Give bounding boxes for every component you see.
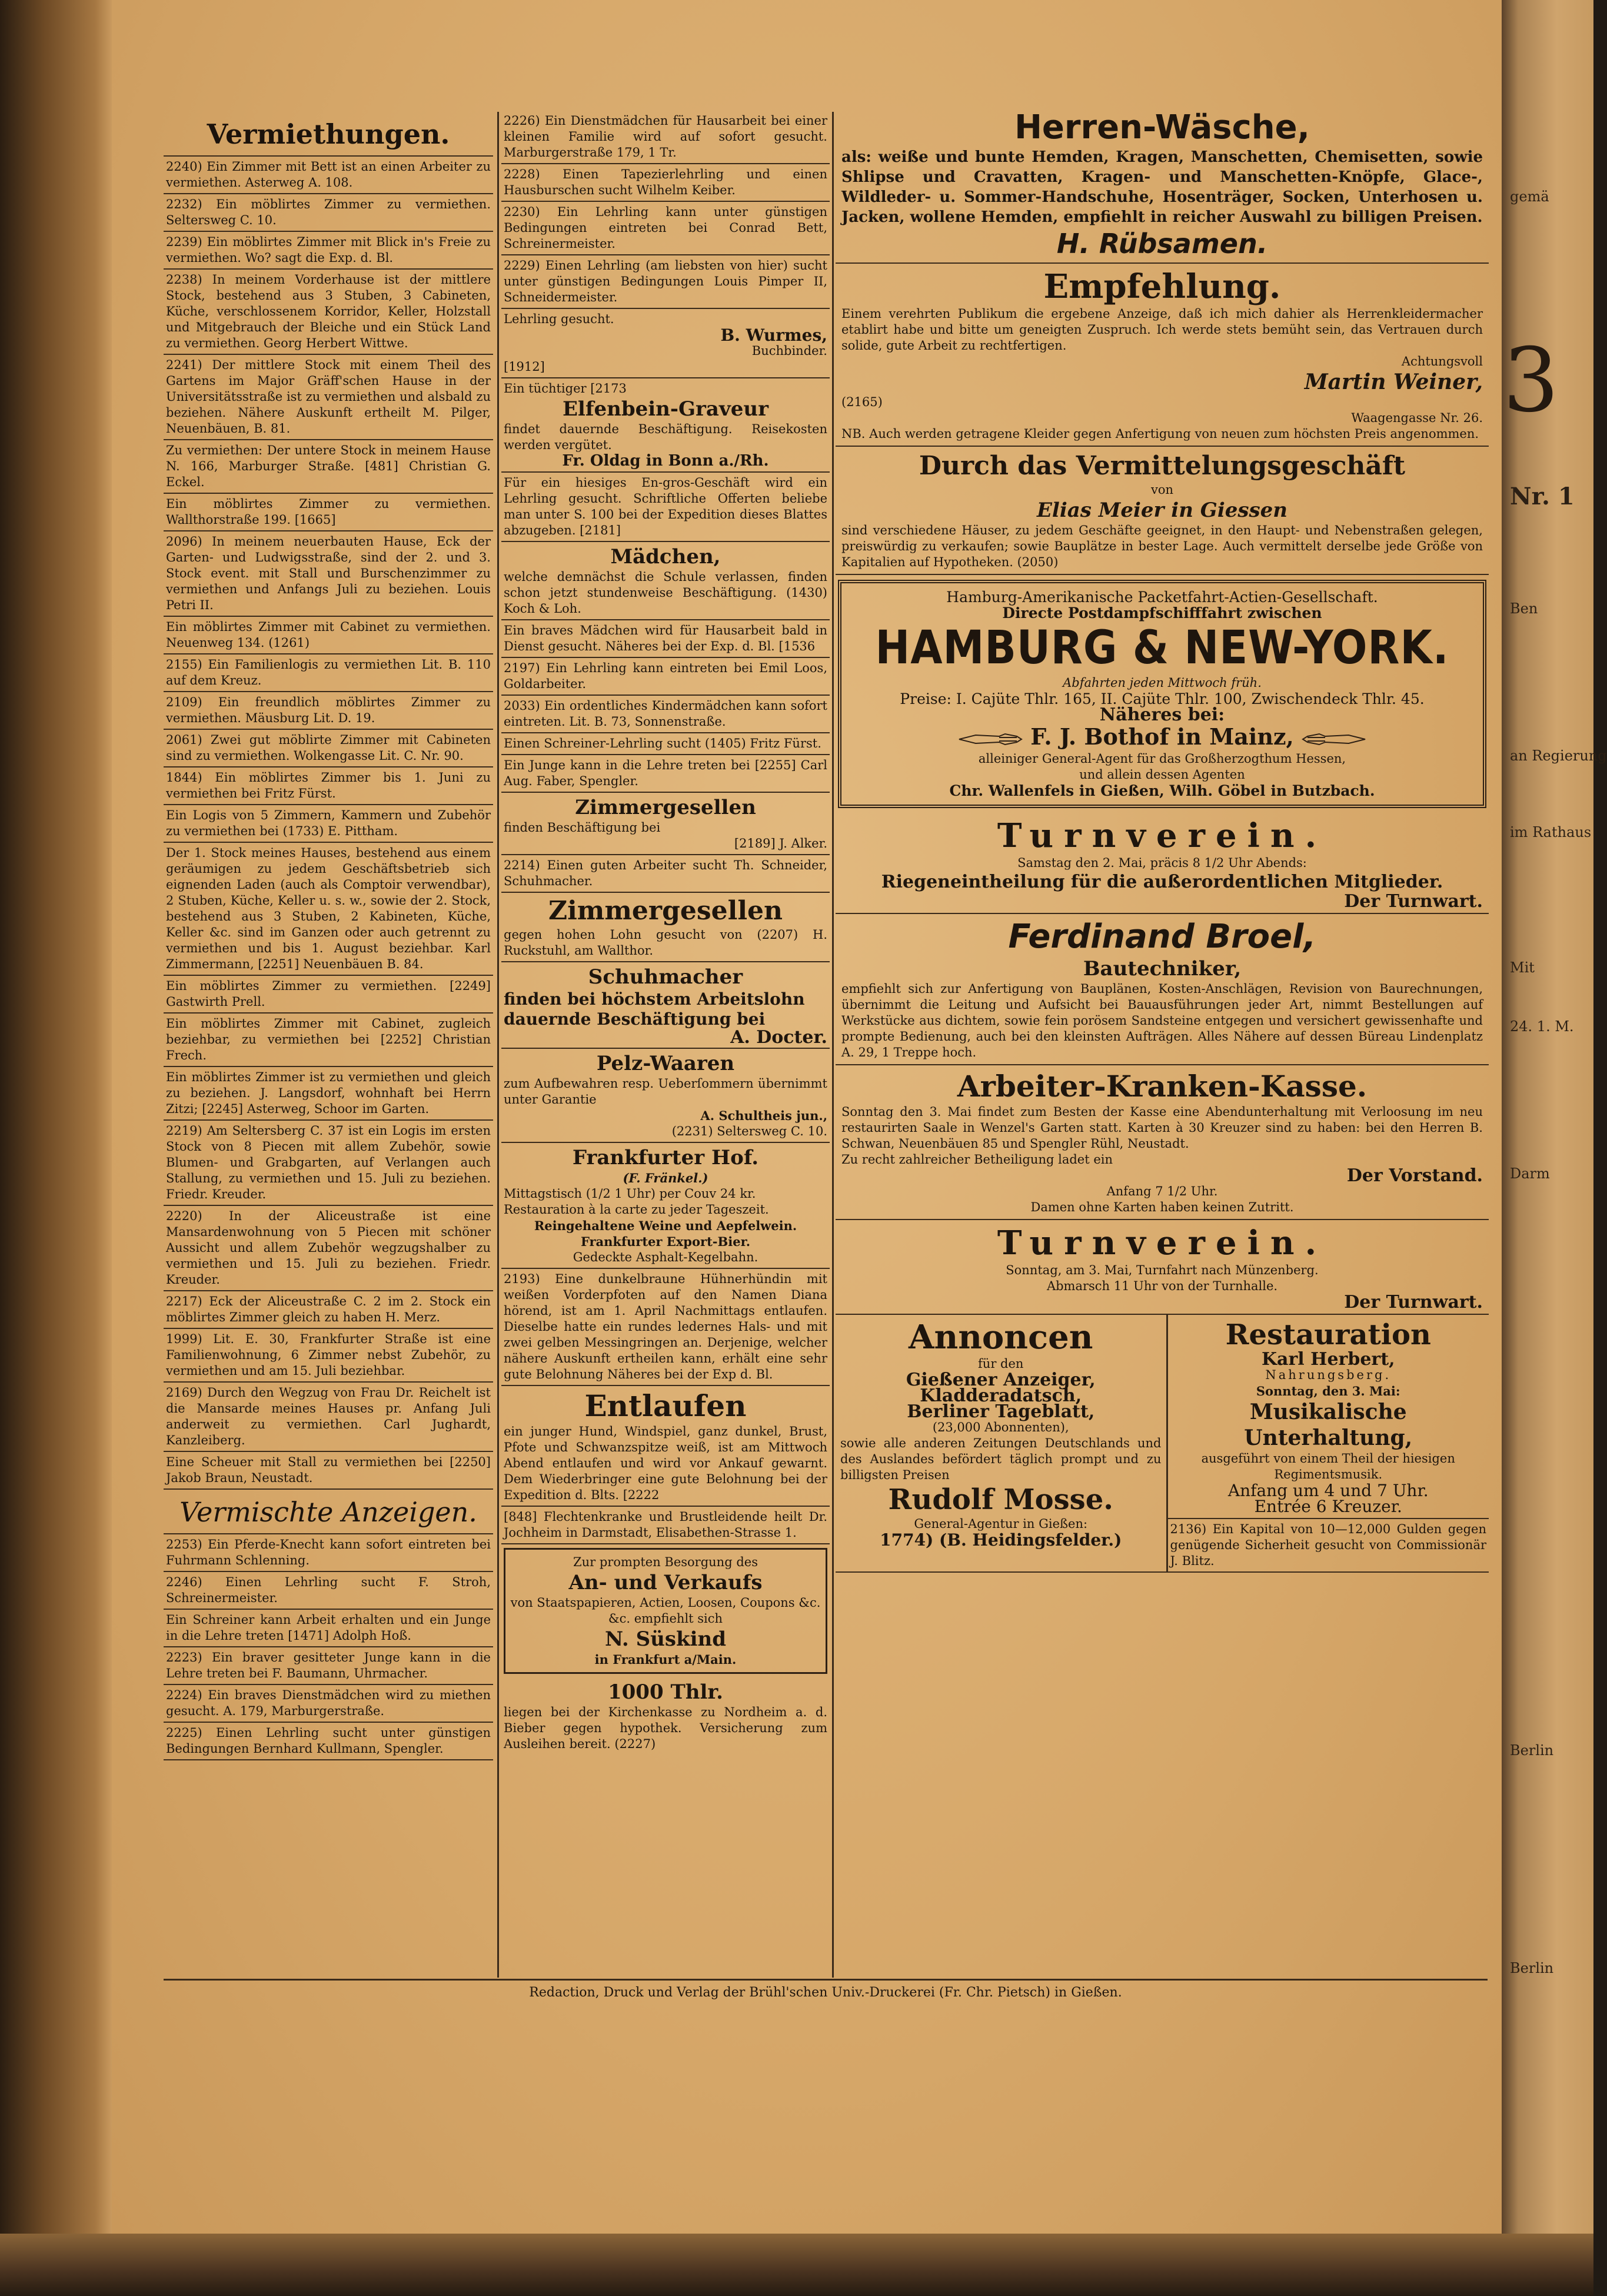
ad-text: für den [978,1357,1024,1371]
ad-text: Zur prompten Besorgung des [573,1555,758,1569]
ad-text: Sonntag, am 3. Mai, Turnfahrt nach Münzenberg. [1006,1263,1319,1277]
turnverein-ad [836,813,1489,914]
classified-ad: Für ein hiesiges En-gros-Geschäft wird ein Lehrling gesucht. Schriftliche Offerten beliebe man unter S. 100 bei der Expedition dieses Blattes abzugeben. [2181] [501,473,830,542]
zimmergesellen-ad [501,793,830,855]
ad-local-agents: Chr. Wallenfels in Gießen, Wilh. Göbel in Butzbach. [949,782,1375,799]
classified-ad: Ein möblirtes Zimmer mit Cabinet, zugleich beziehbar, zu vermiethen bei [2252] Christian Frech. [164,1014,493,1067]
classified-ad: Zu vermiethen: Der untere Stock in meinem Hause N. 166, Marburger Straße. [481] Christian G. Eckel. [164,440,493,494]
ad-greeting: Achtungsvoll [1401,354,1483,368]
ad-number: (2165) [841,395,883,409]
frankfurter-hof-ad [501,1143,830,1269]
broel-ad [836,914,1489,1065]
ad-note: NB. Auch werden getragene Kleider gegen Anfertigung von neuen zum höchsten Preis angenommen. [841,427,1479,441]
ad-text: und allein dessen Agenten [1079,767,1245,782]
ad-signature: Fr. Oldag in Bonn a./Rh. [562,452,769,470]
ad-text: Restauration à la carte zu jeder Tageszeit. [504,1202,769,1217]
ad-text: Zu recht zahlreicher Betheiligung ladet ein [841,1152,1113,1167]
ad-text: Einem verehrten Publikum die ergebene Anzeige, daß ich mich dahier als Herrenkleidermacher etablirt habe und bitte um geneigten Zuspruch. Ich werde stets bemüht sein, das Vertrauen durch solide, gute Arbeit zu rechtfertigen. [841,307,1483,353]
ad-text: ausgeführt von einem Theil der hiesigen Regimentsmusik. [1201,1451,1455,1481]
ad-subtitle: Bautechniker, [1083,957,1242,981]
classified-ad: 2033) Ein ordentliches Kindermädchen kann sofort eintreten. Lit. B. 73, Sonnenstraße. [501,696,830,733]
classified-ad: 2240) Ein Zimmer mit Bett ist an einen Arbeiter zu vermiethen. Asterweg A. 108. [164,157,493,194]
side-fragment: Darm [1510,1165,1550,1182]
classified-ad: 1999) Lit. E. 30, Frankfurter Straße ist eine Familienwohnung, 6 Zimmer nebst Zubehör, zu vermiethen und am 15. Juli beziehbar. [164,1329,493,1383]
classified-ad: Eine Scheuer mit Stall zu vermiethen bei [2250] Jakob Braun, Neustadt. [164,1452,493,1490]
ad-text: von [1150,483,1174,497]
classified-ad: Ein Schreiner kann Arbeit erhalten und ein Junge in die Lehre treten [1471] Adolph Hoß. [164,1610,493,1647]
classified-ad: 2228) Einen Tapezierlehrling und einen Hausburschen sucht Wilhelm Keiber. [501,164,830,202]
ad-text: Riegeneintheilung für die außerordentlichen Mitglieder. [881,872,1443,892]
ad-address: (2231) Seltersweg C. 10. [671,1124,827,1138]
ad-name: Karl Herbert, [1261,1349,1395,1370]
ad-text: zum Aufbewahren resp. Ueberſommern übernimmt unter Garantie [504,1076,827,1107]
ad-text: General-Agentur in Gießen: [914,1517,1088,1531]
ad-title: Elfenbein-Graveur [563,397,768,421]
ad-title: Restauration [1225,1318,1431,1351]
ad-text: Kladderadatsch, [920,1385,1082,1406]
classified-ad: 2225) Einen Lehrling sucht unter günstigen Bedingungen Bernhard Kullmann, Spengler. [164,1723,493,1760]
ad-signature: Martin Weiner, [1304,370,1483,394]
ad-signature: A. Docter. [730,1027,827,1048]
entlaufen-ad [501,1386,830,1507]
thaler-ad [501,1677,830,1755]
ad-name: Rudolf Mosse. [888,1483,1113,1516]
page-bottom-edge [0,2234,1593,2296]
ad-text: Gießener Anzeiger, [906,1370,1096,1390]
imprint-footer: Redaction, Druck und Verlag der Brühl'schen Univ.-Druckerei (Fr. Chr. Pietsch) in Gießen. [164,1979,1488,2000]
classified-ad: 2238) In meinem Vorderhause ist der mittlere Stock, bestehend aus 3 Stuben, 3 Cabineten, Küche, verschlossenem Korridor, Keller, Holzstall und Mitgebrauch der Bleiche und ein Stück Land zu vermiethen. Georg Herbert Wittwe. [164,270,493,355]
ad-title: Turnverein. [997,1224,1327,1262]
ad-title: Frankfurter Hof. [572,1146,759,1169]
classified-ad: 2169) Durch den Wegzug von Frau Dr. Reichelt ist die Mansarde meines Hauses pr. Anfang Juli anderweit zu vermiethen. Carl Jughardt, Kanzleiberg. [164,1383,493,1452]
classified-ad: 2253) Ein Pferde-Knecht kann sofort eintreten bei Fuhrmann Schlenning. [164,1534,493,1572]
ad-text: Näheres bei: [1099,705,1225,725]
ad-text: Reingehaltene Weine und Aepfelwein. [534,1218,797,1233]
ad-text: Nahrungsberg. [1265,1368,1392,1382]
ad-line: Directe Postdampfschifffahrt zwischen [1002,604,1322,622]
ad-event: Musikalische Unterhaltung, [1244,1400,1413,1450]
ad-signature: Der Vorstand. [1346,1165,1483,1186]
classified-ad: [848] Flechtenkranke und Brustleidende heilt Dr. Jochheim in Darmstadt, Elisabethen-Strasse 1. [501,1507,830,1544]
side-fragment: Nr. 1 [1510,483,1575,510]
ad-signature: 1774) (B. Heidingsfelder.) [880,1530,1122,1550]
schuhmacher-ad [501,962,830,1049]
classified-ad: 2214) Einen guten Arbeiter sucht Th. Schneider, Schuhmacher. [501,855,830,893]
ad-signature: Der Turnwart. [1344,1292,1483,1313]
maedchen-ad [501,542,830,620]
classified-ad: 2229) Einen Lehrling (am liebsten von hier) sucht unter günstigen Bedingungen Louis Pimper II, Schneidermeister. [501,255,830,309]
ad-name: Elias Meier in Giessen [1036,499,1287,522]
ad-text: Abmarsch 11 Uhr von der Turnhalle. [1046,1279,1278,1293]
classified-ad: 2109) Ein freundlich möblirtes Zimmer zu vermiethen. Mäusburg Lit. D. 19. [164,692,493,730]
ad-role: Buchbinder. [751,344,827,358]
hamburg-new-york-ad [838,580,1486,808]
classified-ad: Ein möblirtes Zimmer zu vermiethen. [2249] Gastwirth Prell. [164,976,493,1014]
ad-text: Entrée 6 Kreuzer. [1254,1497,1402,1516]
ad-title: Schuhmacher [588,965,743,989]
classified-ad: 2061) Zwei gut möblirte Zimmer mit Cabineten sind zu vermiethen. Wolkengasse Lit. C. Nr. 90. [164,730,493,767]
ad-text: Mittagstisch (1/2 1 Uhr) per Couv 24 kr. [504,1187,756,1201]
ad-text: (23,000 Abonnenten), [932,1420,1069,1434]
classified-ad: 2246) Einen Lehrling sucht F. Stroh, Schreinermeister. [164,1572,493,1610]
ad-title: Herren-Wäsche, [1014,108,1310,147]
ad-agent [847,723,1477,751]
classified-ad: 2223) Ein braver gesitteter Junge kann in die Lehre treten bei F. Baumann, Uhrmacher. [164,1647,493,1685]
column-rule [832,112,834,1978]
pointing-hand-icon [1302,732,1366,747]
classified-ad: 2241) Der mittlere Stock mit einem Theil des Gartens im Major Gräff'schen Hause in der Universitätsstraße ist zu vermiethen und alsbald zu beziehen. Nähere Auskunft ertheilt M. Pilger, Neuenbäuen, B. 81. [164,355,493,440]
ad-title: Durch das Vermittelungsgeschäft [919,451,1406,481]
ad-text: welche demnächst die Schule verlassen, finden schon jetzt stundenweise Beschäftigung. (1430) Koch & Loh. [504,570,827,616]
classified-ad: Ein möblirtes Zimmer mit Cabinet zu vermiethen. Neuenweg 134. (1261) [164,617,493,654]
classified-ad: 2096) In meinem neuerbauten Hause, Eck der Garten- und Ludwigsstraße, sind der 2. und 3. Stock event. mit Stall und Burschenzimmer zu vermiethen und Anfangs Juli zu beziehen. Louis Petri II. [164,531,493,617]
classified-ad: 2230) Ein Lehrling kann unter günstigen Bedingungen eintreten bei Conrad Bett, Schreinermeister. [501,202,830,255]
ad-title: Entlaufen [584,1388,747,1423]
ad-text: Anfang um 4 und 7 Uhr. [1227,1481,1429,1500]
section-heading: Vermiethungen. [164,112,493,157]
section-heading: Vermischte Anzeigen. [164,1490,493,1534]
ad-text: Damen ohne Karten haben keinen Zutritt. [1030,1200,1294,1214]
ad-title: 1000 Thlr. [607,1680,724,1704]
classified-ad: 2224) Ein braves Dienstmädchen wird zu miethen gesucht. A. 179, Marburgerstraße. [164,1685,493,1723]
classified-ad: 2155) Ein Familienlogis zu vermiethen Lit. B. 110 auf dem Kreuz. [164,654,493,692]
book-binding-edge [0,0,112,2296]
ad-title: Annoncen [909,1318,1093,1357]
annoncen-ad [836,1315,1168,1571]
ad-text: als: weiße und bunte Hemden, Kragen, Manschetten, Chemisetten, sowie Shlipse und Cravatten, Kragen- und Manschetten-Knöpfe, Glace-, Wildleder- u. Sommer-Handschuhe, Hosenträger, Socken, Unterhosen u. Jacken, wollene Hemden, empfiehlt in reicher Auswahl zu billigen Preisen. [841,148,1483,226]
side-fragment: im Rathaus [1510,824,1592,840]
ad-title: Turnverein. [997,816,1327,855]
pointing-hand-icon [958,732,1023,747]
ad-text: Sonntag, den 3. Mai: [1256,1384,1400,1398]
ad-text: empfiehlt sich zur Anfertigung von Bauplänen, Kosten-Anschlägen, Revision von Baurechnungen, übernimmt die Leitung und Aufsicht bei Bauausführungen jeder Art, nimmt Bestellungen auf Werkstücke aus dichtem, sowie fein porösem Sandsteine entgegen und versichert gewissenhafte und prompte Bedienung, auch bei den kleinsten Aufträgen. Alles Nähere auf dessen Büreau Lindenplatz A. 29, 1 Treppe hoch. [841,982,1483,1059]
classified-ad: Ein möblirtes Zimmer zu vermiethen. Wallthorstraße 199. [1665] [164,494,493,531]
ad-title: HAMBURG & NEW-YORK. [875,622,1449,674]
ad-text: Frankfurter Export-Bier. [580,1234,751,1249]
classified-ad: 2217) Eck der Aliceustraße C. 2 im 2. Stock ein möblirtes Zimmer gleich zu haben H. Merz. [164,1291,493,1329]
ad-subtitle: Abfahrten jeden Mittwoch früh. [1063,676,1262,690]
classified-ad: 2239) Ein möblirtes Zimmer mit Blick in's Freie zu vermiethen. Wo? sagt die Exp. d. Bl. [164,232,493,270]
classified-ad: Ein Logis von 5 Zimmern, Kammern und Zubehör zu vermiethen bei (1733) E. Pittham. [164,805,493,843]
ad-text: gegen hohen Lohn gesucht von (2207) H. Ruckstuhl, am Wallthor. [504,928,827,958]
classified-ad: 2136) Ein Kapital von 10—12,000 Gulden gegen genügende Sicherheit gesucht von Commissionär J. Blitz. [1170,1522,1486,1568]
column-display-ads [836,0,1489,1978]
vermittelung-ad [836,447,1489,575]
classified-ad: 2219) Am Seltersberg C. 37 ist ein Logis im ersten Stock von 8 Piecen mit allem Zubehör, sowie Blumen- und Grabgarten, auf Verlangen auch Stallung, zu vermiethen und 15. Juli zu beziehen. Friedr. Kreuder. [164,1121,493,1206]
restauration-ad [1168,1315,1489,1519]
side-fragment: gemä [1510,188,1549,205]
column-rule [497,112,499,1978]
side-fragment: Berlin [1510,1960,1554,1976]
classified-ad: 2226) Ein Dienstmädchen für Hausarbeit bei einer kleinen Familie wird auf sofort gesucht. Marburgerstraße 179, 1 Tr. [501,111,830,164]
ad-text: findet dauernde Beschäftigung. Reisekosten werden vergütet. [504,422,827,452]
ad-text: finden Beschäftigung bei [504,820,661,835]
ad-number: [1912] [504,360,545,374]
pelz-ad [501,1049,830,1143]
ad-signature: [2189] J. Alker. [734,836,827,850]
ad-text: sind verschiedene Häuser, zu jedem Geschäfte geeignet, in den Haupt- und Nebenstraßen gelegen, preiswürdig zu verkaufen; sowie Bauplätze in bester Lage. Auch vermittelt derselbe jede Größe von Kapitalien auf Hypotheken. (2050) [841,523,1483,569]
herren-waesche-ad [836,106,1489,264]
side-fragment: Mit [1510,959,1535,976]
ad-title: Zimmergesellen [548,896,783,926]
side-fragment: Ben [1510,600,1538,617]
ad-text: Gedeckte Asphalt-Kegelbahn. [573,1250,758,1264]
classified-ad: 2197) Ein Lehrling kann eintreten bei Emil Loos, Goldarbeiter. [501,658,830,696]
classified-ad: Einen Schreiner-Lehrling sucht (1405) Fritz Fürst. [501,733,830,755]
ad-text: Berliner Tageblatt, [907,1401,1095,1422]
ad-text: alleiniger General-Agent für das Großherzogthum Hessen, [978,752,1346,766]
suskind-ad [504,1548,827,1674]
classified-ad: Ein braves Mädchen wird für Hausarbeit bald in Dienst gesucht. Näheres bei der Exp. d. Bl. [1536 [501,620,830,658]
side-fragment: 24. 1. M. [1510,1018,1574,1035]
side-fragment: an Regierung [1510,747,1607,764]
classified-ad: Ein möblirtes Zimmer ist zu vermiethen und gleich zu beziehen. J. Langsdorf, wohnhaft bei Herrn Zitzi; [2245] Asterweg, Schoor im Garten. [164,1067,493,1121]
ad-text: von Staatspapieren, Actien, Loosen, Coupons &c. &c. empfiehlt sich [510,1596,821,1626]
ad-text: Anfang 7 1/2 Uhr. [1106,1184,1218,1198]
ad-text: sowie alle anderen Zeitungen Deutschlands und des Auslandes befördert täglich prompt und zu billigsten Preisen [840,1436,1162,1482]
empfehlung-ad [836,264,1489,447]
ad-title: Ferdinand Broel, [1008,918,1316,956]
next-page-edge [1502,0,1607,2234]
ad-company: Hamburg-Amerikanische Packetfahrt-Actien-Gesellschaft. [946,589,1378,606]
ad-text: liegen bei der Kirchenkasse zu Nordheim a. d. Bieber gegen hypothek. Versicherung zum Ausleihen bereit. (2227) [504,1705,827,1751]
ad-intro: Ein tüchtiger [2173 [504,381,627,396]
graveur-ad [501,378,830,473]
ad-city: in Frankfurt a/Main. [594,1652,737,1667]
ad-text: Sonntag den 3. Mai findet zum Besten der Kasse eine Abendunterhaltung mit Verloosung im neu restaurirten Saale in Wenzel's Garten statt. Karten à 30 Kreuzer sind zu haben: bei den Herren B. Schwan, Neuenbäuen 85 und Spengler Rühl, Neustadt. [841,1105,1483,1151]
ad-text: finden bei höchstem Arbeitslohn dauernde Beschäftigung bei [504,989,805,1029]
side-big-letter: 3 [1503,330,1559,432]
classified-ad: 1844) Ein möblirtes Zimmer bis 1. Juni zu vermiethen bei Fritz Fürst. [164,767,493,805]
ad-title: Mädchen, [610,545,721,569]
ad-name: N. Süskind [605,1627,726,1651]
classified-ad: 2232) Ein möblirtes Zimmer zu vermiethen. Seltersweg C. 10. [164,194,493,232]
column-vermiethungen [164,0,493,1978]
ad-text: Lehrling gesucht. [504,312,614,326]
ad-signature: A. Schultheis jun., [700,1108,827,1123]
classified-ad: 2220) In der Aliceustraße ist eine Mansardenwohnung von 5 Piecen mit schöner Aussicht und allem Zubehör wegzugshalber zu vermiethen und 15. Juli zu beziehen. Friedr. Kreuder. [164,1206,493,1291]
classified-ad: 2193) Eine dunkelbraune Hühnerhündin mit weißen Vorderpfoten auf den Namen Diana hörend, ist am 1. April Nachmittags entlaufen. Dieselbe hatte ein rundes ledernes Hals- und mit zwei gelben Messingringen an. Derjenige, welcher nähere Auskunft ertheilen kann, erhält eine sehr gute Belohnung Näheres bei der Exp d. Bl. [501,1269,830,1386]
ad-signature: H. Rübsamen. [1056,228,1268,260]
ad-title: An- und Verkaufs [568,1571,763,1594]
zimmergesellen-ad-2 [501,893,830,962]
ad-subtitle: (F. Fränkel.) [623,1171,708,1185]
turnverein-ad-2 [836,1220,1489,1315]
ad-agent-name: F. J. Bothof in Mainz, [1030,723,1294,750]
side-fragment: Berlin [1510,1742,1554,1759]
ad-title: Zimmergesellen [575,796,756,819]
classified-ad: Der 1. Stock meines Hauses, bestehend aus einem geräumigen zu jedem Geschäftsbetrieb sich eignenden Laden (auch als Comptoir verwendbar), 2 Stuben, Küche, Keller u. s. w., sowie der 2. Stock, bestehend aus 3 Stuben, 2 Kabineten, Küche, Keller &c. sind im Ganzen oder auch getrennt zu vermiethen und bis 1. August beziehbar. Karl Zimmermann, [2251] Neuenbäuen B. 84. [164,843,493,976]
lehrling-ad [501,309,830,378]
ad-prices: Preise: I. Cajüte Thlr. 165, II. Cajüte Thlr. 100, Zwischendeck Thlr. 45. [900,690,1425,707]
column-stellen [501,0,830,1978]
right-bottom-ads [1168,1315,1489,1571]
ad-signature: Der Turnwart. [1344,891,1483,912]
ad-title: Pelz-Waaren [596,1052,735,1075]
ad-text: Samstag den 2. Mai, präcis 8 1/2 Uhr Abends: [1017,856,1307,870]
ad-title: Arbeiter-Kranken-Kasse. [957,1069,1368,1104]
ad-signature: B. Wurmes, [720,325,827,345]
kranken-kasse-ad [836,1065,1489,1220]
ad-title: Empfehlung. [1043,267,1281,306]
bottom-ads-row [836,1315,1489,1573]
ad-text: ein junger Hund, Windspiel, ganz dunkel, Brust, Pfote und Schwanzspitze weiß, ist am Mittwoch Abend entlaufen und wird vor Ankauf gewarnt. Dem Wiederbringer eine gute Belohnung bei der Expedition d. Blts. [2222 [504,1424,827,1502]
ad-address: Waagengasse Nr. 26. [1351,411,1483,425]
classified-ad: Ein Junge kann in die Lehre treten bei [2255] Carl Aug. Faber, Spengler. [501,755,830,793]
